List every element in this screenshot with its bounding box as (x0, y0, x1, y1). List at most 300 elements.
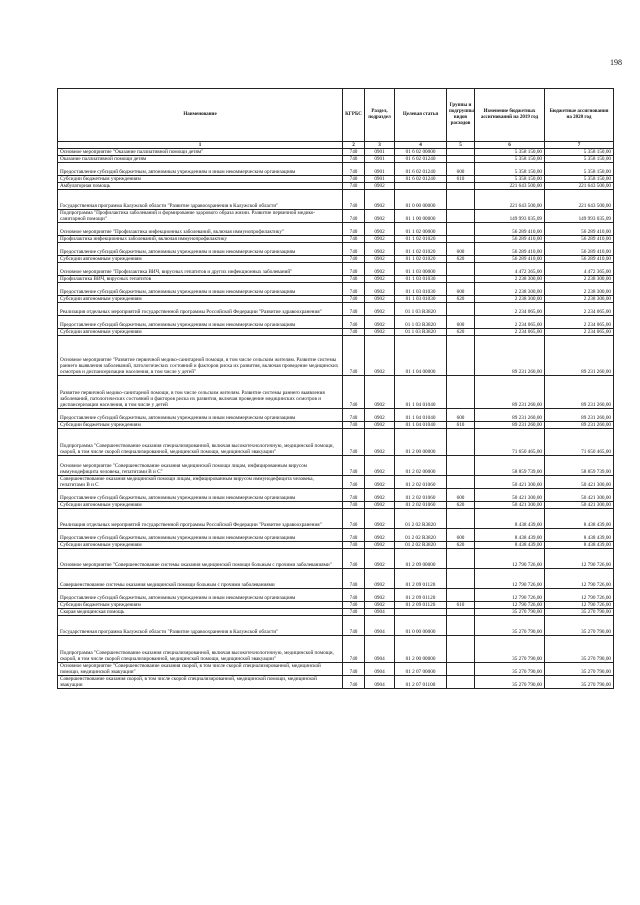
row-statya: 01 2 07 00000 (395, 663, 447, 676)
row-razdel: 0902 (365, 183, 395, 190)
row-kgrbs: 740 (343, 223, 365, 236)
row-izm-2019: 56 289 410,00 (475, 256, 545, 263)
row-izm-2019: 89 231 260,00 (475, 409, 545, 422)
header-izm-2019: Изменение бюджетных ассигнований на 2019 год (475, 89, 545, 142)
table-row (58, 156, 614, 163)
row-bud-2020: 71 650 465,00 (545, 429, 614, 456)
row-vid: 620 (447, 296, 475, 303)
row-name: Предоставление субсидий бюджетным, автономным учреждениям и иным некоммерческим организациям (58, 243, 343, 256)
row-name: Основное мероприятие "Профилактика инфекционных заболеваний, включая иммунопрофилактику" (58, 223, 343, 236)
row-kgrbs: 740 (343, 636, 365, 663)
row-izm-2019: 2 234 065,00 (475, 303, 545, 316)
table-row (58, 409, 614, 422)
column-number: 5 (447, 142, 475, 149)
row-statya: 01 2 00 00000 (395, 429, 447, 456)
row-statya: 01 2 02 R3820 (395, 529, 447, 542)
row-bud-2020: 12 790 726,00 (545, 589, 614, 602)
row-bud-2020: 221 643 500,00 (545, 183, 614, 190)
row-bud-2020: 89 231 260,00 (545, 376, 614, 409)
row-name: Основное мероприятие "Оказание паллиативной помощи детям" (58, 149, 343, 156)
row-izm-2019: 58 859 739,00 (475, 456, 545, 476)
row-kgrbs: 740 (343, 336, 365, 376)
row-statya: 01 2 02 R3820 (395, 542, 447, 549)
row-bud-2020: 89 231 260,00 (545, 409, 614, 422)
row-izm-2019: 12 790 726,00 (475, 569, 545, 589)
row-kgrbs: 740 (343, 156, 365, 163)
row-name: Основное мероприятие "Совершенствование оказания скорой, в том числе скорой специализированной, медицинской помощи, медицинской эвакуации" (58, 663, 343, 676)
row-razdel: 0902 (365, 589, 395, 602)
row-bud-2020: 2 238 300,00 (545, 283, 614, 296)
row-razdel: 0904 (365, 663, 395, 676)
row-bud-2020: 50 421 300,00 (545, 476, 614, 489)
row-kgrbs: 740 (343, 409, 365, 422)
row-kgrbs: 740 (343, 236, 365, 243)
row-kgrbs: 740 (343, 489, 365, 502)
column-number: 3 (365, 142, 395, 149)
row-vid (447, 636, 475, 663)
row-vid (447, 303, 475, 316)
row-izm-2019: 2 234 065,00 (475, 316, 545, 329)
row-statya: 01 6 02 01240 (395, 156, 447, 163)
row-razdel: 0902 (365, 243, 395, 256)
row-bud-2020: 12 790 726,00 (545, 549, 614, 569)
table-row (58, 276, 614, 283)
table-header-row (58, 89, 614, 142)
row-name: Основное мероприятие "Совершенствование оказания медицинской помощи лицам, инфицированным вирусом иммунодефицита человека, гепатитами В и С" (58, 456, 343, 476)
row-statya: 01 1 00 00000 (395, 210, 447, 223)
row-name: Предоставление субсидий бюджетным, автономным учреждениям и иным некоммерческим организациям (58, 163, 343, 176)
row-bud-2020: 50 421 300,00 (545, 489, 614, 502)
row-kgrbs: 740 (343, 616, 365, 636)
row-bud-2020: 5 358 150,00 (545, 176, 614, 183)
row-razdel: 0902 (365, 542, 395, 549)
row-kgrbs: 740 (343, 602, 365, 609)
row-vid (447, 616, 475, 636)
row-vid (447, 589, 475, 602)
row-statya: 01 2 09 01120 (395, 569, 447, 589)
table-row (58, 236, 614, 243)
table-row (58, 509, 614, 529)
table-row (58, 329, 614, 336)
row-statya: 01 1 02 00000 (395, 223, 447, 236)
row-statya: 01 6 02 01240 (395, 163, 447, 176)
row-name: Реализация отдельных мероприятий государственной программы Российской Федерации "Развитие здравоохранения" (58, 509, 343, 529)
row-name: Скорая медицинская помощь (58, 609, 343, 616)
row-izm-2019: 5 358 150,00 (475, 163, 545, 176)
row-name: Предоставление субсидий бюджетным, автономным учреждениям и иным некоммерческим организациям (58, 529, 343, 542)
row-razdel: 0902 (365, 529, 395, 542)
row-statya: 01 2 02 01060 (395, 489, 447, 502)
column-number-row (58, 142, 614, 149)
row-name: Предоставление субсидий бюджетным, автономным учреждениям и иным некоммерческим организациям (58, 316, 343, 329)
row-razdel: 0902 (365, 283, 395, 296)
row-vid (447, 456, 475, 476)
row-statya: 01 1 04 01040 (395, 422, 447, 429)
table-row (58, 542, 614, 549)
row-razdel: 0902 (365, 476, 395, 489)
row-kgrbs: 740 (343, 149, 365, 156)
row-name: Государственная программа Калужской области "Развитие здравоохранения в Калужской области" (58, 616, 343, 636)
row-name: Государственная программа Калужской области "Развитие здравоохранения в Калужской области" (58, 190, 343, 210)
row-vid (447, 663, 475, 676)
row-name: Совершенствование оказания медицинской помощи лицам, инфицированным вирусом иммунодефицита человека, гепатитами В и С (58, 476, 343, 489)
row-izm-2019: 4 472 365,00 (475, 263, 545, 276)
row-razdel: 0902 (365, 429, 395, 456)
row-kgrbs: 740 (343, 329, 365, 336)
row-kgrbs: 740 (343, 529, 365, 542)
row-statya: 01 0 00 00000 (395, 616, 447, 636)
row-razdel: 0901 (365, 163, 395, 176)
row-vid (447, 276, 475, 283)
table-row (58, 456, 614, 476)
row-razdel: 0902 (365, 502, 395, 509)
row-izm-2019: 149 993 035,09 (475, 210, 545, 223)
row-vid: 600 (447, 489, 475, 502)
row-vid (447, 429, 475, 456)
table-row (58, 183, 614, 190)
row-razdel: 0902 (365, 190, 395, 210)
table-row (58, 223, 614, 236)
table-row (58, 303, 614, 316)
row-izm-2019: 12 790 726,00 (475, 589, 545, 602)
row-izm-2019: 5 358 150,00 (475, 156, 545, 163)
header-razdel: Раздел, подраздел (365, 89, 395, 142)
row-name: Оказание паллиативной помощи детям (58, 156, 343, 163)
row-kgrbs: 740 (343, 676, 365, 689)
table-row (58, 636, 614, 663)
row-bud-2020: 2 234 065,00 (545, 316, 614, 329)
row-bud-2020: 89 231 260,00 (545, 336, 614, 376)
row-izm-2019: 89 231 260,00 (475, 336, 545, 376)
table-row (58, 489, 614, 502)
row-statya (395, 609, 447, 616)
row-vid: 620 (447, 502, 475, 509)
row-statya: 01 2 00 00000 (395, 636, 447, 663)
row-kgrbs: 740 (343, 476, 365, 489)
row-bud-2020: 58 859 739,00 (545, 456, 614, 476)
row-statya: 01 2 09 00000 (395, 549, 447, 569)
row-kgrbs: 740 (343, 303, 365, 316)
row-name: Профилактика инфекционных заболеваний, включая иммунопрофилактику (58, 236, 343, 243)
row-izm-2019: 8 438 439,00 (475, 509, 545, 529)
row-statya: 01 2 07 01100 (395, 676, 447, 689)
row-name: Субсидии автономным учреждениям (58, 256, 343, 263)
row-statya: 01 1 03 01030 (395, 283, 447, 296)
row-vid: 600 (447, 163, 475, 176)
row-kgrbs: 740 (343, 456, 365, 476)
column-number: 2 (343, 142, 365, 149)
row-razdel: 0902 (365, 509, 395, 529)
row-bud-2020: 12 790 726,00 (545, 602, 614, 609)
table-row (58, 502, 614, 509)
row-kgrbs: 740 (343, 422, 365, 429)
row-kgrbs: 740 (343, 549, 365, 569)
row-statya: 01 1 04 01040 (395, 376, 447, 409)
row-vid (447, 376, 475, 409)
row-statya (395, 183, 447, 190)
row-vid (447, 223, 475, 236)
column-number: 6 (475, 142, 545, 149)
row-name: Субсидии автономным учреждениям (58, 542, 343, 549)
row-name: Амбулаторная помощь (58, 183, 343, 190)
row-name: Подпрограмма "Совершенствование оказания специализированной, включая высокотехнологичную, медицинской помощи, скорой, в том числе скорой специализированной, медицинской помощи, медицинской эвакуации" (58, 636, 343, 663)
row-razdel: 0902 (365, 256, 395, 263)
row-statya: 01 1 03 R3820 (395, 303, 447, 316)
row-vid: 600 (447, 243, 475, 256)
row-vid: 620 (447, 329, 475, 336)
table-row (58, 243, 614, 256)
row-razdel: 0902 (365, 376, 395, 409)
row-kgrbs: 740 (343, 243, 365, 256)
row-razdel: 0902 (365, 569, 395, 589)
row-bud-2020: 35 270 790,00 (545, 663, 614, 676)
row-bud-2020: 8 438 439,00 (545, 529, 614, 542)
row-name: Подпрограмма "Профилактика заболеваний и формирование здорового образа жизни. Развитие первичной медико-санитарной помощи" (58, 210, 343, 223)
row-kgrbs: 740 (343, 376, 365, 409)
table-row (58, 336, 614, 376)
header-kgrbs: КГРБС (343, 89, 365, 142)
row-bud-2020: 149 993 035,09 (545, 210, 614, 223)
row-kgrbs: 740 (343, 283, 365, 296)
row-izm-2019: 2 238 300,00 (475, 296, 545, 303)
row-razdel: 0902 (365, 456, 395, 476)
row-izm-2019: 5 358 150,00 (475, 149, 545, 156)
row-vid (447, 210, 475, 223)
row-razdel: 0902 (365, 422, 395, 429)
row-vid (447, 476, 475, 489)
row-statya: 01 2 09 01120 (395, 602, 447, 609)
row-izm-2019: 35 270 790,00 (475, 676, 545, 689)
row-razdel: 0901 (365, 149, 395, 156)
row-razdel: 0902 (365, 303, 395, 316)
table-row (58, 376, 614, 409)
row-vid (447, 336, 475, 376)
row-bud-2020: 56 289 410,00 (545, 243, 614, 256)
row-bud-2020: 50 421 300,00 (545, 502, 614, 509)
row-vid: 600 (447, 283, 475, 296)
table-row (58, 163, 614, 176)
header-name: Наименование (58, 89, 343, 142)
row-kgrbs: 740 (343, 276, 365, 283)
table-row (58, 549, 614, 569)
row-vid (447, 190, 475, 210)
row-razdel: 0904 (365, 609, 395, 616)
row-name: Предоставление субсидий бюджетным, автономным учреждениям и иным некоммерческим организациям (58, 489, 343, 502)
column-number: 1 (58, 142, 343, 149)
row-izm-2019: 89 231 260,00 (475, 376, 545, 409)
row-bud-2020: 8 438 439,00 (545, 542, 614, 549)
row-izm-2019: 5 358 150,00 (475, 176, 545, 183)
row-statya: 01 1 03 01030 (395, 296, 447, 303)
table-body (58, 149, 614, 689)
row-statya: 01 0 00 00000 (395, 190, 447, 210)
row-izm-2019: 35 270 790,00 (475, 663, 545, 676)
row-izm-2019: 2 234 065,00 (475, 329, 545, 336)
row-razdel: 0902 (365, 263, 395, 276)
row-statya: 01 2 02 01060 (395, 502, 447, 509)
row-vid: 620 (447, 542, 475, 549)
row-statya: 01 1 02 01020 (395, 243, 447, 256)
row-izm-2019: 50 421 300,00 (475, 489, 545, 502)
column-number: 4 (395, 142, 447, 149)
row-name: Профилактика ВИЧ, вирусных гепатитов (58, 276, 343, 283)
row-bud-2020: 2 234 065,00 (545, 303, 614, 316)
table-row (58, 529, 614, 542)
row-razdel: 0904 (365, 676, 395, 689)
row-razdel: 0902 (365, 296, 395, 303)
row-izm-2019: 50 421 300,00 (475, 502, 545, 509)
row-statya: 01 1 03 00000 (395, 263, 447, 276)
row-razdel: 0901 (365, 156, 395, 163)
row-statya: 01 1 04 01040 (395, 409, 447, 422)
row-vid: 600 (447, 409, 475, 422)
row-name: Совершенствование оказания скорой, в том числе скорой специализированной, медицинской помощи, медицинской эвакуации (58, 676, 343, 689)
row-statya: 01 6 02 01240 (395, 176, 447, 183)
row-bud-2020: 12 790 726,00 (545, 569, 614, 589)
row-statya: 01 2 02 01060 (395, 476, 447, 489)
row-razdel: 0901 (365, 176, 395, 183)
row-vid: 610 (447, 422, 475, 429)
row-statya: 01 1 03 R3820 (395, 316, 447, 329)
row-vid (447, 676, 475, 689)
row-izm-2019: 2 238 300,00 (475, 283, 545, 296)
row-vid (447, 263, 475, 276)
row-izm-2019: 2 238 300,00 (475, 276, 545, 283)
row-name: Основное мероприятие "Развитие первичной медико-санитарной помощи, в том числе сельским жителям. Развитие системы раннего выявления заболеваний, патологических состояний и факторов риска их развития, включая проведение медицинских осмотров и диспансеризации населения, в том числе у детей" (58, 336, 343, 376)
row-razdel: 0902 (365, 602, 395, 609)
row-kgrbs: 740 (343, 183, 365, 190)
row-izm-2019: 12 790 726,00 (475, 602, 545, 609)
row-bud-2020: 5 358 150,00 (545, 163, 614, 176)
row-razdel: 0902 (365, 276, 395, 283)
row-name: Субсидии автономным учреждениям (58, 502, 343, 509)
row-kgrbs: 740 (343, 589, 365, 602)
row-bud-2020: 35 270 790,00 (545, 609, 614, 616)
table-row (58, 663, 614, 676)
row-bud-2020: 4 472 365,00 (545, 263, 614, 276)
row-statya: 01 1 04 00000 (395, 336, 447, 376)
row-name: Субсидии автономным учреждениям (58, 296, 343, 303)
row-izm-2019: 8 438 439,00 (475, 529, 545, 542)
row-izm-2019: 12 790 726,00 (475, 549, 545, 569)
row-statya: 01 2 09 01120 (395, 589, 447, 602)
row-izm-2019: 50 421 300,00 (475, 476, 545, 489)
row-kgrbs: 740 (343, 502, 365, 509)
row-vid (447, 183, 475, 190)
row-name: Основное мероприятие "Профилактика ВИЧ, вирусных гепатитов и других инфекционных заболеваний" (58, 263, 343, 276)
row-izm-2019: 35 270 790,00 (475, 609, 545, 616)
table-row (58, 190, 614, 210)
row-vid: 610 (447, 602, 475, 609)
row-kgrbs: 740 (343, 263, 365, 276)
row-name: Развитие первичной медико-санитарной помощи, в том числе сельским жителям. Развитие системы раннего выявления заболеваний, патологических состояний и факторов риска их развития, включая проведение медицинских осмотров и диспансеризации населения, в том числе у детей (58, 376, 343, 409)
row-bud-2020: 56 289 410,00 (545, 236, 614, 243)
row-izm-2019: 35 270 790,00 (475, 636, 545, 663)
row-name: Субсидии бюджетным учреждениям (58, 176, 343, 183)
row-bud-2020: 5 358 150,00 (545, 149, 614, 156)
row-name: Субсидии бюджетным учреждениям (58, 422, 343, 429)
row-vid (447, 609, 475, 616)
row-name: Основное мероприятие "Совершенствование системы оказания медицинской помощи больным с прочими заболеваниями" (58, 549, 343, 569)
row-name: Предоставление субсидий бюджетным, автономным учреждениям и иным некоммерческим организациям (58, 589, 343, 602)
row-bud-2020: 56 289 410,00 (545, 256, 614, 263)
table-row (58, 589, 614, 602)
header-vid: Группы и подгруппы видов расходов (447, 89, 475, 142)
row-name: Предоставление субсидий бюджетным, автономным учреждениям и иным некоммерческим организациям (58, 409, 343, 422)
table-row (58, 569, 614, 589)
row-vid: 600 (447, 529, 475, 542)
row-izm-2019: 56 289 410,00 (475, 243, 545, 256)
row-kgrbs: 740 (343, 609, 365, 616)
row-kgrbs: 740 (343, 190, 365, 210)
budget-table (57, 88, 614, 689)
row-name: Субсидии бюджетным учреждениям (58, 602, 343, 609)
row-razdel: 0904 (365, 616, 395, 636)
page-number: 198 (610, 58, 622, 67)
row-vid (447, 156, 475, 163)
row-izm-2019: 221 643 500,00 (475, 190, 545, 210)
row-izm-2019: 56 289 410,00 (475, 223, 545, 236)
row-vid (447, 509, 475, 529)
table-row (58, 429, 614, 456)
row-razdel: 0902 (365, 210, 395, 223)
header-bud-2020: Бюджетные ассигнования на 2020 год (545, 89, 614, 142)
table-row (58, 602, 614, 609)
row-kgrbs: 740 (343, 509, 365, 529)
row-bud-2020: 2 238 300,00 (545, 296, 614, 303)
row-kgrbs: 740 (343, 256, 365, 263)
row-vid (447, 549, 475, 569)
table-row (58, 609, 614, 616)
table-row (58, 476, 614, 489)
row-kgrbs: 740 (343, 163, 365, 176)
row-statya: 01 6 02 00000 (395, 149, 447, 156)
row-name: Субсидии автономным учреждениям (58, 329, 343, 336)
row-bud-2020: 89 231 260,00 (545, 422, 614, 429)
row-vid (447, 149, 475, 156)
row-izm-2019: 221 643 500,00 (475, 183, 545, 190)
row-bud-2020: 8 438 439,00 (545, 509, 614, 529)
row-statya: 01 2 02 R3820 (395, 509, 447, 529)
row-razdel: 0902 (365, 489, 395, 502)
table-row (58, 176, 614, 183)
row-name: Реализация отдельных мероприятий государственной программы Российской Федерации "Развитие здравоохранения" (58, 303, 343, 316)
row-izm-2019: 8 438 439,00 (475, 542, 545, 549)
table-row (58, 263, 614, 276)
row-kgrbs: 740 (343, 569, 365, 589)
row-kgrbs: 740 (343, 316, 365, 329)
row-bud-2020: 5 358 150,00 (545, 156, 614, 163)
row-razdel: 0902 (365, 336, 395, 376)
row-bud-2020: 35 270 790,00 (545, 676, 614, 689)
row-razdel: 0902 (365, 549, 395, 569)
row-vid: 600 (447, 316, 475, 329)
row-izm-2019: 56 289 410,00 (475, 236, 545, 243)
row-bud-2020: 2 234 065,00 (545, 329, 614, 336)
table-row (58, 316, 614, 329)
row-kgrbs: 740 (343, 542, 365, 549)
row-kgrbs: 740 (343, 429, 365, 456)
table-row (58, 256, 614, 263)
table-row (58, 149, 614, 156)
row-bud-2020: 56 289 410,00 (545, 223, 614, 236)
row-statya: 01 1 03 R3820 (395, 329, 447, 336)
row-razdel: 0902 (365, 316, 395, 329)
row-vid (447, 569, 475, 589)
table-row (58, 283, 614, 296)
row-statya: 01 2 02 00000 (395, 456, 447, 476)
row-vid (447, 236, 475, 243)
